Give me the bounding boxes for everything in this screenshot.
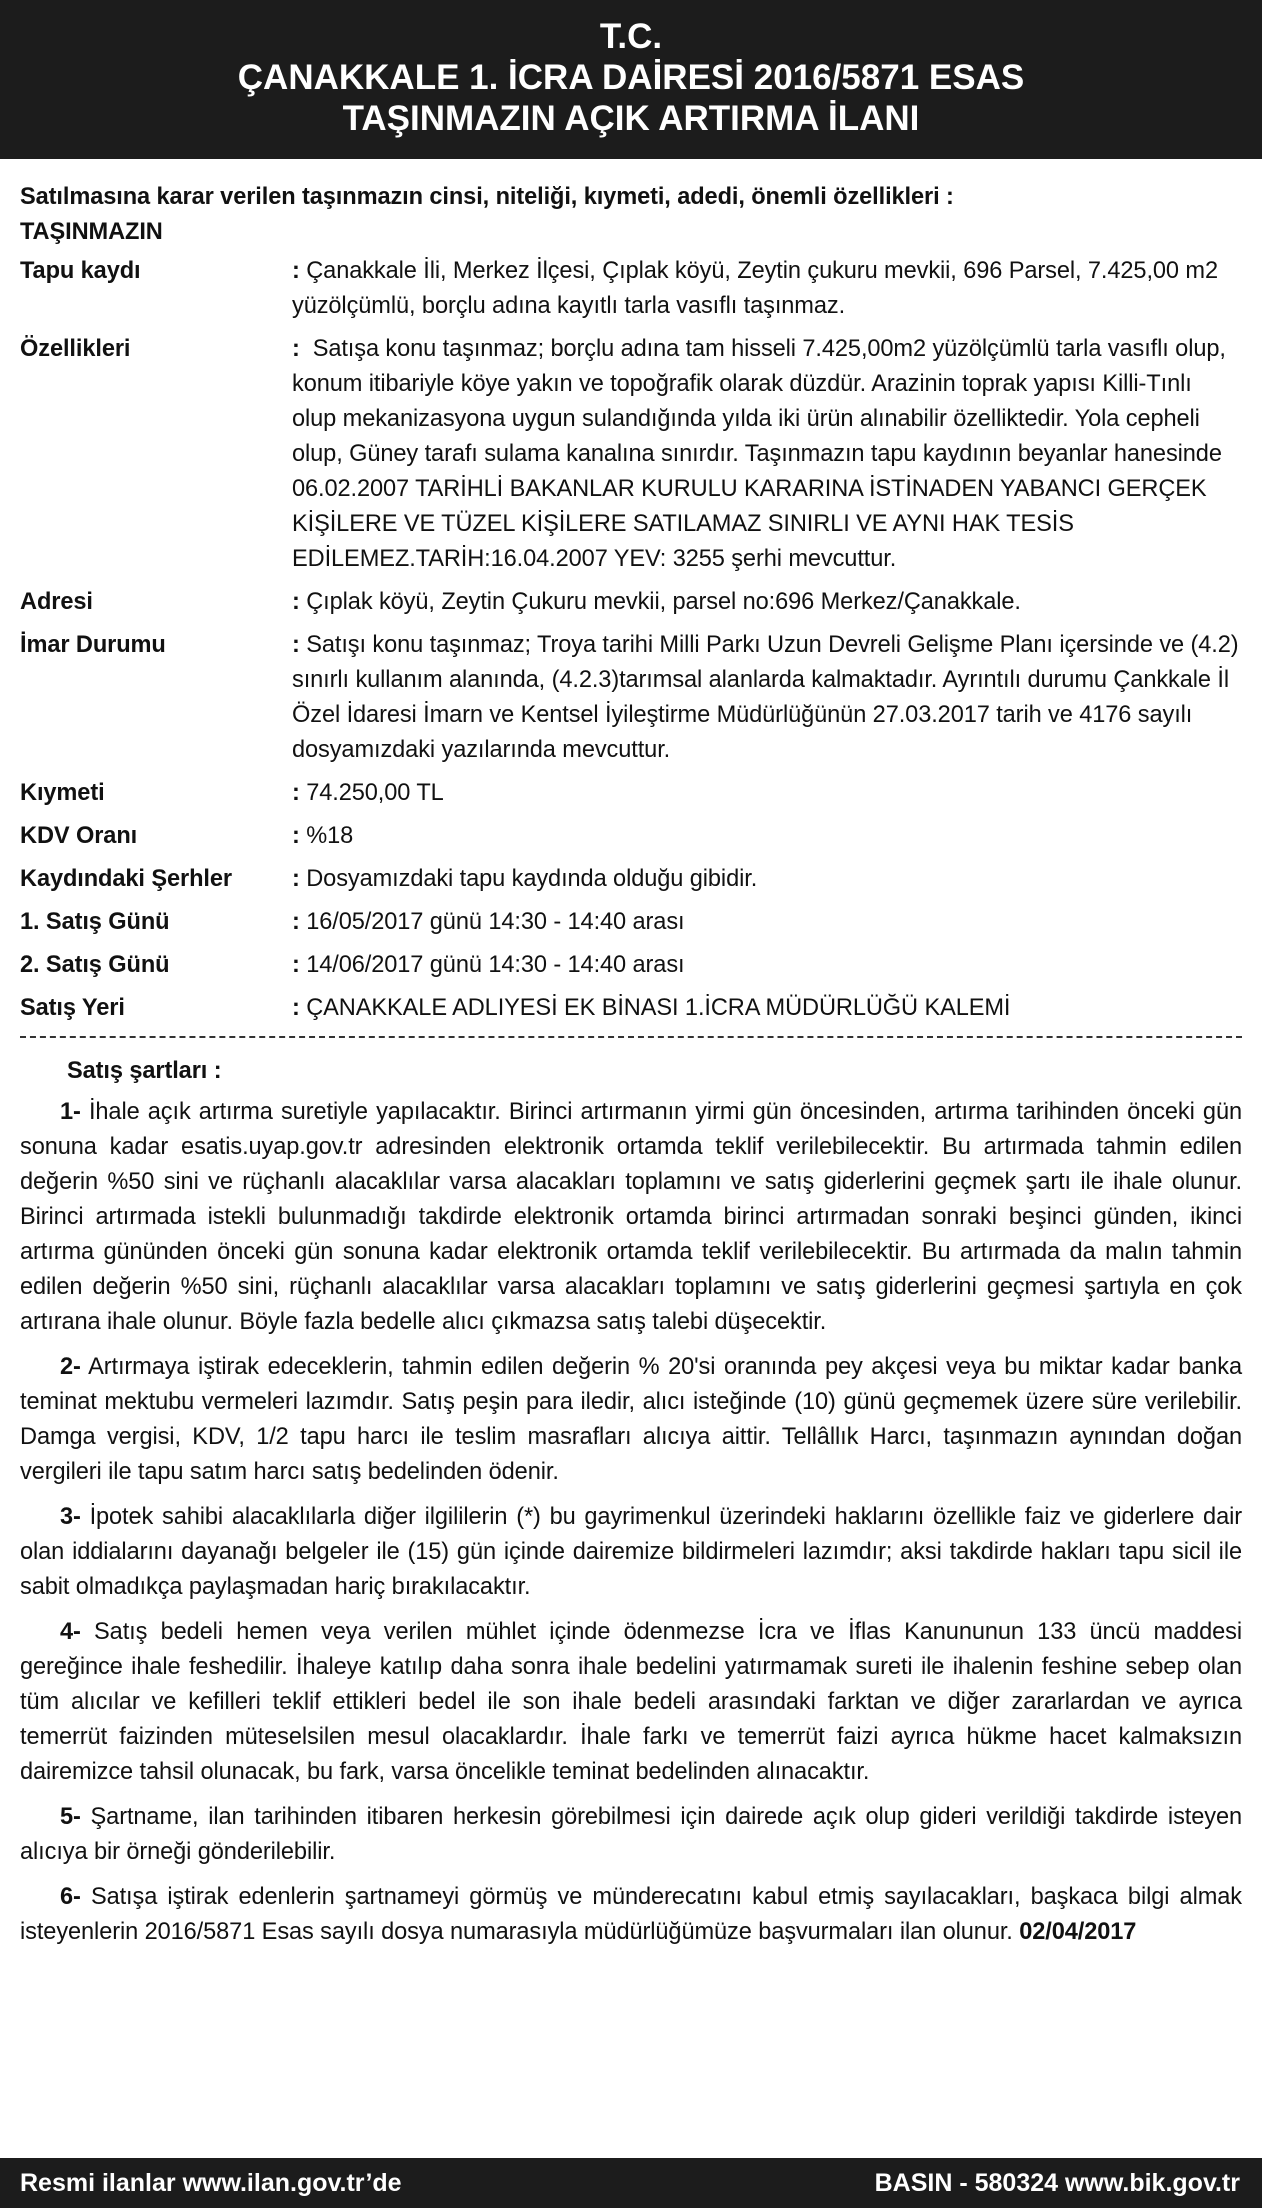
field-row-sale-day-1	[20, 905, 1242, 940]
notice-header	[0, 0, 1262, 159]
field-colon: :	[292, 823, 300, 849]
notice-footer	[0, 2158, 1262, 2208]
footer-right-text: BASIN - 580324 www.bik.gov.tr	[874, 2169, 1240, 2197]
intro-text: Satılmasına karar verilen taşınmazın cinsi, niteliği, kıymeti, adedi, önemli özellikleri :	[20, 184, 954, 210]
condition-item	[20, 1615, 1242, 1790]
field-value-text: Çanakkale İli, Merkez İlçesi, Çıplak köyü, Zeytin çukuru mevkii, 696 Parsel, 7.425,00 m2 yüzölçümlü, borçlu adına kayıtlı tarla vasıflı taşınmaz.	[292, 258, 1218, 319]
condition-text: Satışa iştirak edenlerin şartnameyi görmüş ve münderecatını kabul etmiş sayılacakları, başkaca bilgi almak isteyenlerin 2016/5871 Esas sayılı dosya numarasıyla müdürlüğümüze başvurmaları ilan olunur.	[20, 1884, 1242, 1945]
condition-item	[20, 1095, 1242, 1340]
notice-body	[20, 180, 1242, 1960]
field-value	[292, 862, 1242, 897]
field-value	[292, 776, 1242, 811]
field-row-vat	[20, 819, 1242, 854]
condition-text: Satış bedeli hemen veya verilen mühlet içinde ödenmezse İcra ve İflas Kanununun 133 üncü maddesi gereğince ihale feshedilir. İhaleye katılıp daha sonra ihale bedelini yatırmamak sureti ile ihalenin feshine sebep olan tüm alıcılar ve kefilleri teklif ettikleri bedel ile son ihale bedeli arasındaki farktan ve diğer zararlardan ve ayrıca temerrüt faizinden müteselsilen mesul olacaklardır. İhale farkı ve temerrüt faizi ayrıca hükme hacet kalmaksızın dairemizce tahsil olunacak, bu fark, varsa öncelikle teminat bedelinden alınacaktır.	[20, 1619, 1242, 1785]
field-label: Özellikleri	[20, 336, 131, 362]
field-value-text: Satışı konu taşınmaz; Troya tarihi Milli Parkı Uzun Devreli Gelişme Planı içersinde ve (4.2) sınırlı kullanım alanında, (4.2.3)tarımsal alanlarda kalmaktadır. Ayrıntılı durumu Çankkale İl Özel İdaresi İmarn ve Kentsel İyileştirme Müdürlüğünün 27.03.2017 tarih ve 4176 sayılı dosyamızdaki yazılarında mevcuttur.	[292, 632, 1239, 763]
header-line-2: ÇANAKKALE 1. İCRA DAİRESİ 2016/5871 ESAS	[237, 58, 1025, 97]
header-line-3: TAŞINMAZIN AÇIK ARTIRMA İLANI	[342, 99, 920, 138]
condition-number: 2-	[60, 1354, 81, 1380]
field-value-text: Dosyamızdaki tapu kaydında olduğu gibidir.	[306, 866, 758, 892]
field-colon: :	[292, 780, 300, 806]
field-label: Kaydındaki Şerhler	[20, 866, 232, 892]
field-colon: :	[292, 866, 300, 892]
condition-number: 4-	[60, 1619, 81, 1645]
field-value-text: 16/05/2017 günü 14:30 - 14:40 arası	[306, 909, 685, 935]
field-row-zoning	[20, 628, 1242, 768]
header-line-1: T.C.	[599, 17, 663, 56]
field-value-text: %18	[306, 823, 354, 849]
field-value-text: 74.250,00 TL	[306, 780, 444, 806]
field-value	[292, 905, 1242, 940]
field-label: Kıymeti	[20, 780, 105, 806]
property-subhead: TAŞINMAZIN	[20, 219, 163, 245]
field-label: Satış Yeri	[20, 995, 125, 1021]
field-row-value	[20, 776, 1242, 811]
condition-item	[20, 1800, 1242, 1870]
field-colon: :	[292, 589, 300, 615]
field-colon: :	[292, 995, 300, 1021]
field-row-sale-place	[20, 991, 1242, 1026]
field-value	[292, 332, 1242, 577]
field-label: 1. Satış Günü	[20, 909, 170, 935]
condition-item	[20, 1500, 1242, 1605]
field-colon: :	[292, 336, 300, 362]
condition-item	[20, 1350, 1242, 1490]
condition-number: 1-	[60, 1099, 81, 1125]
condition-text: Artırmaya iştirak edeceklerin, tahmin edilen değerin % 20'si oranında pey akçesi veya bu miktar kadar banka teminat mektubu vermeleri lazımdır. Satış peşin para iledir, alıcı isteğinde (10) günü geçmemek üzere süre verilebilir. Damga vergisi, KDV, 1/2 tapu harcı ile teslim masrafları alıcıya aittir. Tellâllık Harcı, taşınmazın aynından doğan vergileri ile tapu satım harcı satış bedelinden ödenir.	[20, 1354, 1243, 1485]
field-value	[292, 991, 1242, 1026]
condition-text: İpotek sahibi alacaklılarla diğer ilgililerin (*) bu gayrimenkul üzerindeki haklarını özellikle faiz ve giderlere dair olan iddialarını dayanağı belgeler ile (15) gün içinde dairemize bildirmeleri lazımdır; aksi takdirde hakları tapu sicil ile sabit olmadıkça paylaşmadan hariç bırakılacaktır.	[20, 1504, 1242, 1600]
condition-number: 5-	[60, 1804, 81, 1830]
field-row-address	[20, 585, 1242, 620]
field-value	[292, 585, 1242, 620]
field-value	[292, 948, 1242, 983]
dashed-divider	[20, 1036, 1242, 1038]
field-label: İmar Durumu	[20, 632, 166, 658]
field-row-sale-day-2	[20, 948, 1242, 983]
field-label: KDV Oranı	[20, 823, 138, 849]
field-value	[292, 254, 1242, 324]
condition-text: İhale açık artırma suretiyle yapılacaktır. Birinci artırmanın yirmi gün öncesinden, artırma tarihinden önceki gün sonuna kadar esatis.uyap.gov.tr adresinden elektronik ortamda teklif verilebilecektir. Bu artırmada tahmin edilen değerin %50 sini ve rüçhanlı alacaklılar varsa alacakları toplamını ve satış giderlerini geçmek şartı ile ihale olunur. Birinci artırmada istekli bulunmadığı takdirde elektronik ortamda birinci artırmadan sonraki beşinci günden, ikinci artırma gününden önceki gün sonuna kadar elektronik ortamda teklif verilebilecektir. Bu artırmada da malın tahmin edilen değerin %50 sini, rüçhanlı alacaklılar varsa alacakları toplamını ve satış giderlerini geçmesi şartıyla en çok artırana ihale olunur. Böyle fazla bedelle alıcı çıkmazsa satış talebi düşecektir.	[20, 1099, 1242, 1335]
property-fields	[20, 254, 1242, 1026]
field-value-text: Satışa konu taşınmaz; borçlu adına tam hisseli 7.425,00m2 yüzölçümlü tarla vasıflı olup, konum itibariyle köye yakın ve topoğrafik olarak düzdür. Arazinin toprak yapısı Killi-Tınlı olup mekanizasyona uygun sulandığında yılda iki ürün alınabilir özelliktedir. Yola cepheli olup, Güney tarafı sulama kanalına sınırdır. Taşınmazın tapu kaydının beyanlar hanesinde 06.02.2007 TARİHLİ BAKANLAR KURULU KARARINA İSTİNADEN YABANCI GERÇEK KİŞİLERE VE TÜZEL KİŞİLERE SATILAMAZ SINIRLI VE AYNI HAK TESİS EDİLEMEZ.TARİH:16.04.2007 YEV: 3255 şerhi mevcuttur.	[292, 336, 1226, 572]
conditions-title: Satış şartları :	[67, 1058, 222, 1084]
field-value-text: 14/06/2017 günü 14:30 - 14:40 arası	[306, 952, 685, 978]
footer-left-text: Resmi ilanlar www.ilan.gov.tr’de	[20, 2169, 402, 2197]
condition-number: 6-	[60, 1884, 81, 1910]
field-row-deed	[20, 254, 1242, 324]
field-label: Adresi	[20, 589, 93, 615]
field-colon: :	[292, 258, 300, 284]
field-label: Tapu kaydı	[20, 258, 141, 284]
field-colon: :	[292, 952, 300, 978]
notice-date: 02/04/2017	[1019, 1919, 1137, 1945]
field-row-features	[20, 332, 1242, 577]
condition-text: Şartname, ilan tarihinden itibaren herkesin görebilmesi için dairede açık olup gideri verildiği takdirde isteyen alıcıya bir örneği gönderilebilir.	[20, 1804, 1242, 1865]
field-colon: :	[292, 632, 300, 658]
condition-item	[20, 1880, 1242, 1950]
field-value-text: ÇANAKKALE ADLIYESİ EK BİNASI 1.İCRA MÜDÜRLÜĞÜ KALEMİ	[306, 995, 1011, 1021]
field-value	[292, 628, 1242, 768]
field-label: 2. Satış Günü	[20, 952, 170, 978]
field-value-text: Çıplak köyü, Zeytin Çukuru mevkii, parsel no:696 Merkez/Çanakkale.	[306, 589, 1021, 615]
field-value	[292, 819, 1242, 854]
condition-number: 3-	[60, 1504, 81, 1530]
field-colon: :	[292, 909, 300, 935]
conditions-list	[20, 1095, 1242, 1950]
field-row-annotations	[20, 862, 1242, 897]
